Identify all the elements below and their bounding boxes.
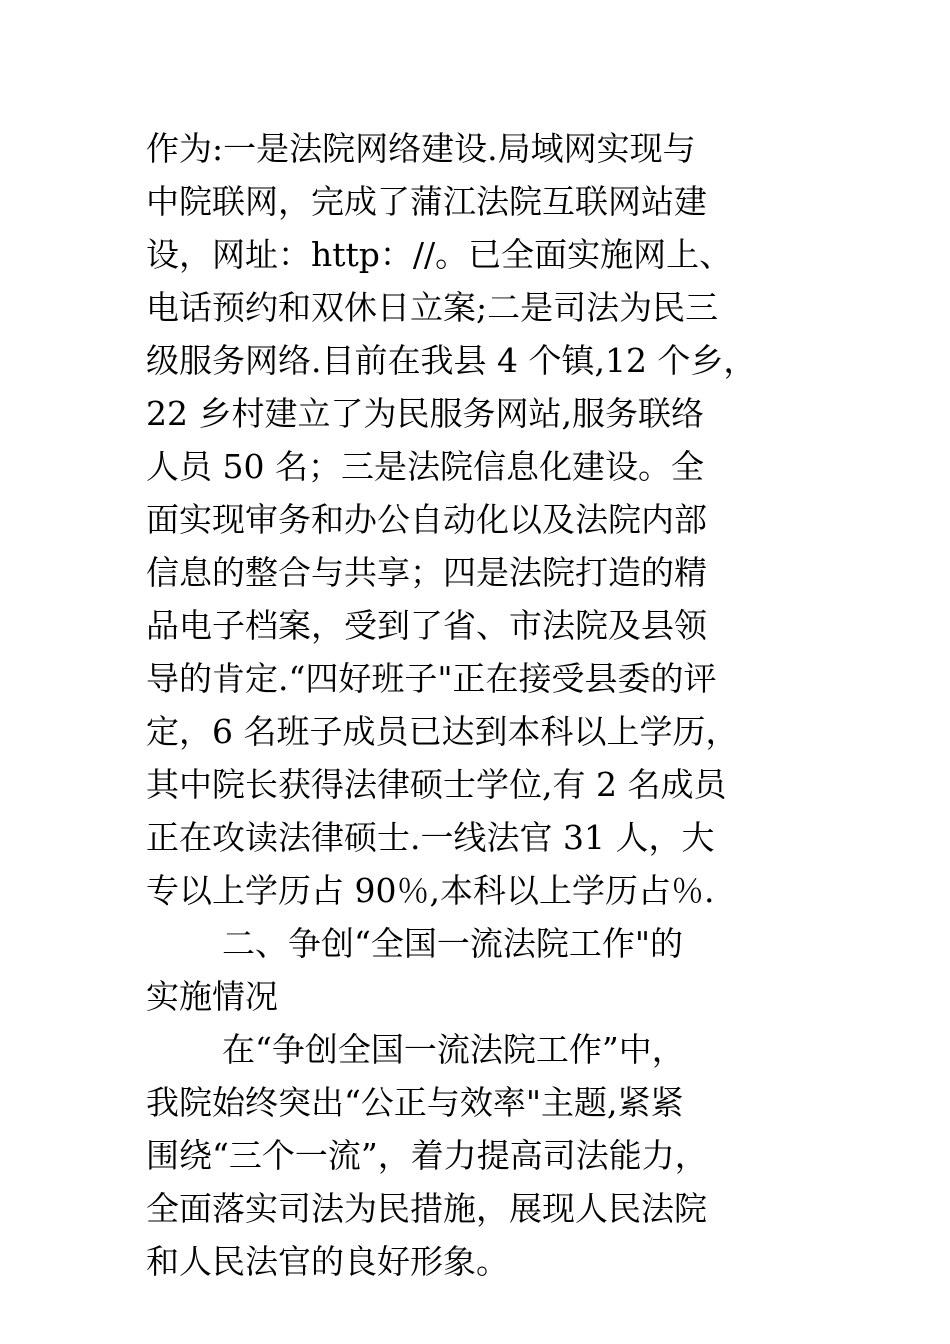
- text-line: 设，网址：http：//。已全面实施网上、: [146, 235, 733, 274]
- text-line: 中院联网，完成了蒲江法院互联网站建: [146, 182, 707, 221]
- text-line: 全面落实司法为民措施，展现人民法院: [146, 1189, 707, 1228]
- text-line: 级服务网络.目前在我县 4 个镇,12 个乡，: [146, 341, 757, 380]
- text-line: 面实现审务和办公自动化以及法院内部: [146, 500, 707, 539]
- text-line: 和人民法官的良好形象。: [146, 1242, 509, 1281]
- text-line: 我院始终突出“公正与效率"主题,紧紧: [146, 1083, 684, 1122]
- text-line: 品电子档案，受到了省、市法院及县领: [146, 606, 707, 645]
- text-line: 导的肯定.“四好班子"正在接受县委的评: [146, 659, 717, 698]
- text-line: 电话预约和双休日立案;二是司法为民三: [146, 288, 719, 327]
- section-heading: 二、争创“全国一流法院工作"的: [222, 924, 684, 963]
- text-line: 人员 50 名；三是法院信息化建设。全: [146, 447, 704, 486]
- text-line: 正在攻读法律硕士.一线法官 31 人，大: [146, 818, 715, 857]
- text-line: 专以上学历占 90％,本科以上学历占％.: [146, 871, 715, 910]
- text-line: 定，6 名班子成员已达到本科以上学历，: [146, 712, 739, 751]
- text-line: 其中院长获得法律硕士学位,有 2 名成员: [146, 765, 727, 804]
- paragraph-start-line: 在“争创全国一流法院工作”中，: [222, 1030, 685, 1069]
- body-text: [146, 122, 836, 1288]
- section-heading-continued: 实施情况: [146, 977, 278, 1016]
- text-line: 信息的整合与共享；四是法院打造的精: [146, 553, 707, 592]
- text-line: 作为:一是法院网络建设.局域网实现与: [146, 129, 696, 168]
- text-line: 围绕“三个一流”，着力提高司法能力，: [146, 1136, 708, 1175]
- text-line: 22 乡村建立了为民服务网站,服务联络: [146, 394, 704, 433]
